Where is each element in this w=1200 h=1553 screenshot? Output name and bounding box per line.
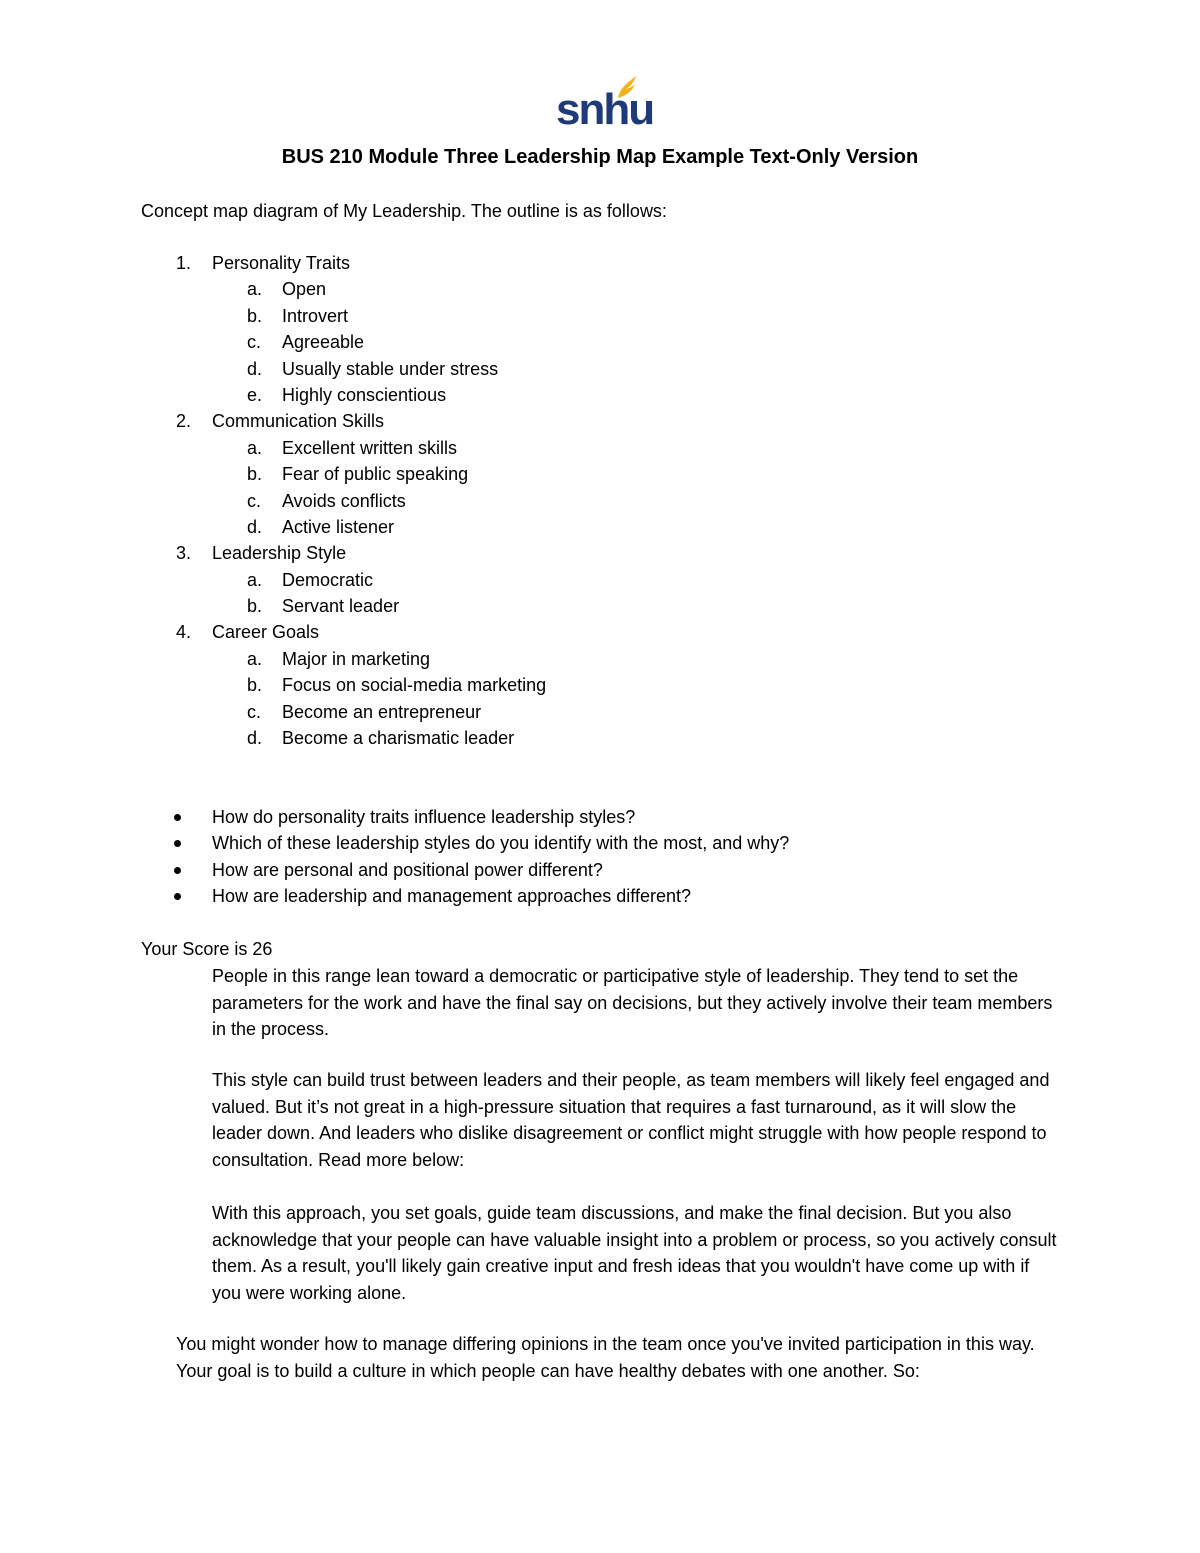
outline-item <box>141 488 1041 514</box>
section-number: 3. <box>176 543 192 564</box>
question-item <box>141 830 1041 856</box>
section-label: Leadership Style <box>212 543 347 564</box>
paragraph-text: This style can build trust between leaders and their people, as team members will likely feel engaged and valued. But it’s not great in a high-pressure situation that requires a fast turnaround, as it will slow the leader down. And leaders who dislike disagreement or conflict might struggle with how people respond to consultation. Read more below: <box>212 1070 1050 1170</box>
question-text: How are personal and positional power different? <box>212 859 603 880</box>
outline-item <box>141 514 1041 540</box>
item-letter: b. <box>247 305 263 326</box>
closing-paragraph <box>176 1331 1066 1384</box>
question-text: How are leadership and management approaches different? <box>212 886 691 907</box>
outline-section <box>141 540 1041 566</box>
question-text: Which of these leadership styles do you identify with the most, and why? <box>212 833 790 854</box>
item-letter: c. <box>247 332 262 353</box>
page-title: BUS 210 Module Three Leadership Map Example Text-Only Version <box>281 146 919 168</box>
paragraph-text: People in this range lean toward a democratic or participative style of leadership. They tend to set the parameters for the work and have the final say on decisions, but they actively involve their team members in the process. <box>212 966 1053 1039</box>
item-text: Introvert <box>282 305 349 326</box>
score-paragraph-1 <box>212 963 1062 1043</box>
item-letter: b. <box>247 596 263 617</box>
score-paragraph-3 <box>212 1200 1062 1306</box>
question-text: How do personality traits influence leadership styles? <box>212 807 636 827</box>
item-letter: a. <box>247 648 263 669</box>
score-heading: Your Score is 26 <box>141 939 273 959</box>
outline-item <box>141 699 1041 725</box>
item-letter: d. <box>247 516 263 537</box>
section-label: Communication Skills <box>212 411 385 432</box>
section-label: Career Goals <box>212 622 320 643</box>
item-letter: c. <box>247 701 262 722</box>
question-item <box>141 857 1041 883</box>
outline-item <box>141 461 1041 487</box>
item-text: Usually stable under stress <box>282 358 499 379</box>
item-text: Servant leader <box>282 596 400 617</box>
bullet-icon <box>174 867 181 874</box>
section-label: Personality Traits <box>212 253 351 273</box>
item-letter: d. <box>247 358 263 379</box>
outline-list <box>141 250 1041 751</box>
outline-item <box>141 567 1041 593</box>
section-number: 1. <box>176 253 192 273</box>
item-letter: e. <box>247 384 263 405</box>
intro-text: Concept map diagram of My Leadership. The outline is as follows: <box>141 201 667 221</box>
outline-item <box>141 329 1041 355</box>
item-text: Active listener <box>282 516 395 537</box>
item-letter: a. <box>247 569 263 590</box>
section-number: 2. <box>176 411 192 432</box>
bullet-icon <box>174 840 181 847</box>
score-paragraph-2 <box>212 1067 1062 1173</box>
item-text: Become a charismatic leader <box>282 728 515 749</box>
section-number: 4. <box>176 622 192 643</box>
item-letter: d. <box>247 728 263 749</box>
question-item <box>141 883 1041 909</box>
item-text: Highly conscientious <box>282 384 447 405</box>
outline-item <box>141 593 1041 619</box>
item-text: Open <box>282 279 327 300</box>
outline-section <box>141 619 1041 645</box>
outline-section <box>141 250 1041 276</box>
outline-item <box>141 725 1041 751</box>
outline-item <box>141 356 1041 382</box>
outline-item <box>141 303 1041 329</box>
item-text: Fear of public speaking <box>282 464 469 485</box>
item-letter: b. <box>247 464 263 485</box>
item-text: Democratic <box>282 569 374 590</box>
outline-item <box>141 435 1041 461</box>
outline-item <box>141 672 1041 698</box>
outline-section <box>141 408 1041 434</box>
item-text: Excellent written skills <box>282 437 458 458</box>
question-item <box>141 804 1041 830</box>
paragraph-text: You might wonder how to manage differing opinions in the team once you've invited participation in this way. Your goal is to build a culture in which people can have healthy debates with one another. So: <box>176 1334 1035 1381</box>
bullet-icon <box>174 814 181 821</box>
item-text: Agreeable <box>282 332 365 353</box>
outline-item <box>141 646 1041 672</box>
question-list <box>141 804 1041 910</box>
item-letter: a. <box>247 279 263 300</box>
item-text: Avoids conflicts <box>282 490 406 511</box>
item-letter: c. <box>247 490 262 511</box>
paragraph-text: With this approach, you set goals, guide team discussions, and make the final decision. But you also acknowledge that your people can have valuable insight into a problem or process, so you actively consult them. As a result, you'll likely gain creative input and fresh ideas that you wouldn't have come up with if you were working alone. <box>212 1203 1057 1303</box>
logo-wordmark: snhu <box>556 85 654 134</box>
snhu-logo <box>556 74 654 134</box>
item-text: Become an entrepreneur <box>282 701 482 722</box>
item-text: Focus on social-media marketing <box>282 675 547 696</box>
outline-item <box>141 276 1041 302</box>
item-letter: b. <box>247 675 263 696</box>
item-letter: a. <box>247 437 263 458</box>
bullet-icon <box>174 893 181 900</box>
item-text: Major in marketing <box>282 648 431 669</box>
outline-item <box>141 382 1041 408</box>
